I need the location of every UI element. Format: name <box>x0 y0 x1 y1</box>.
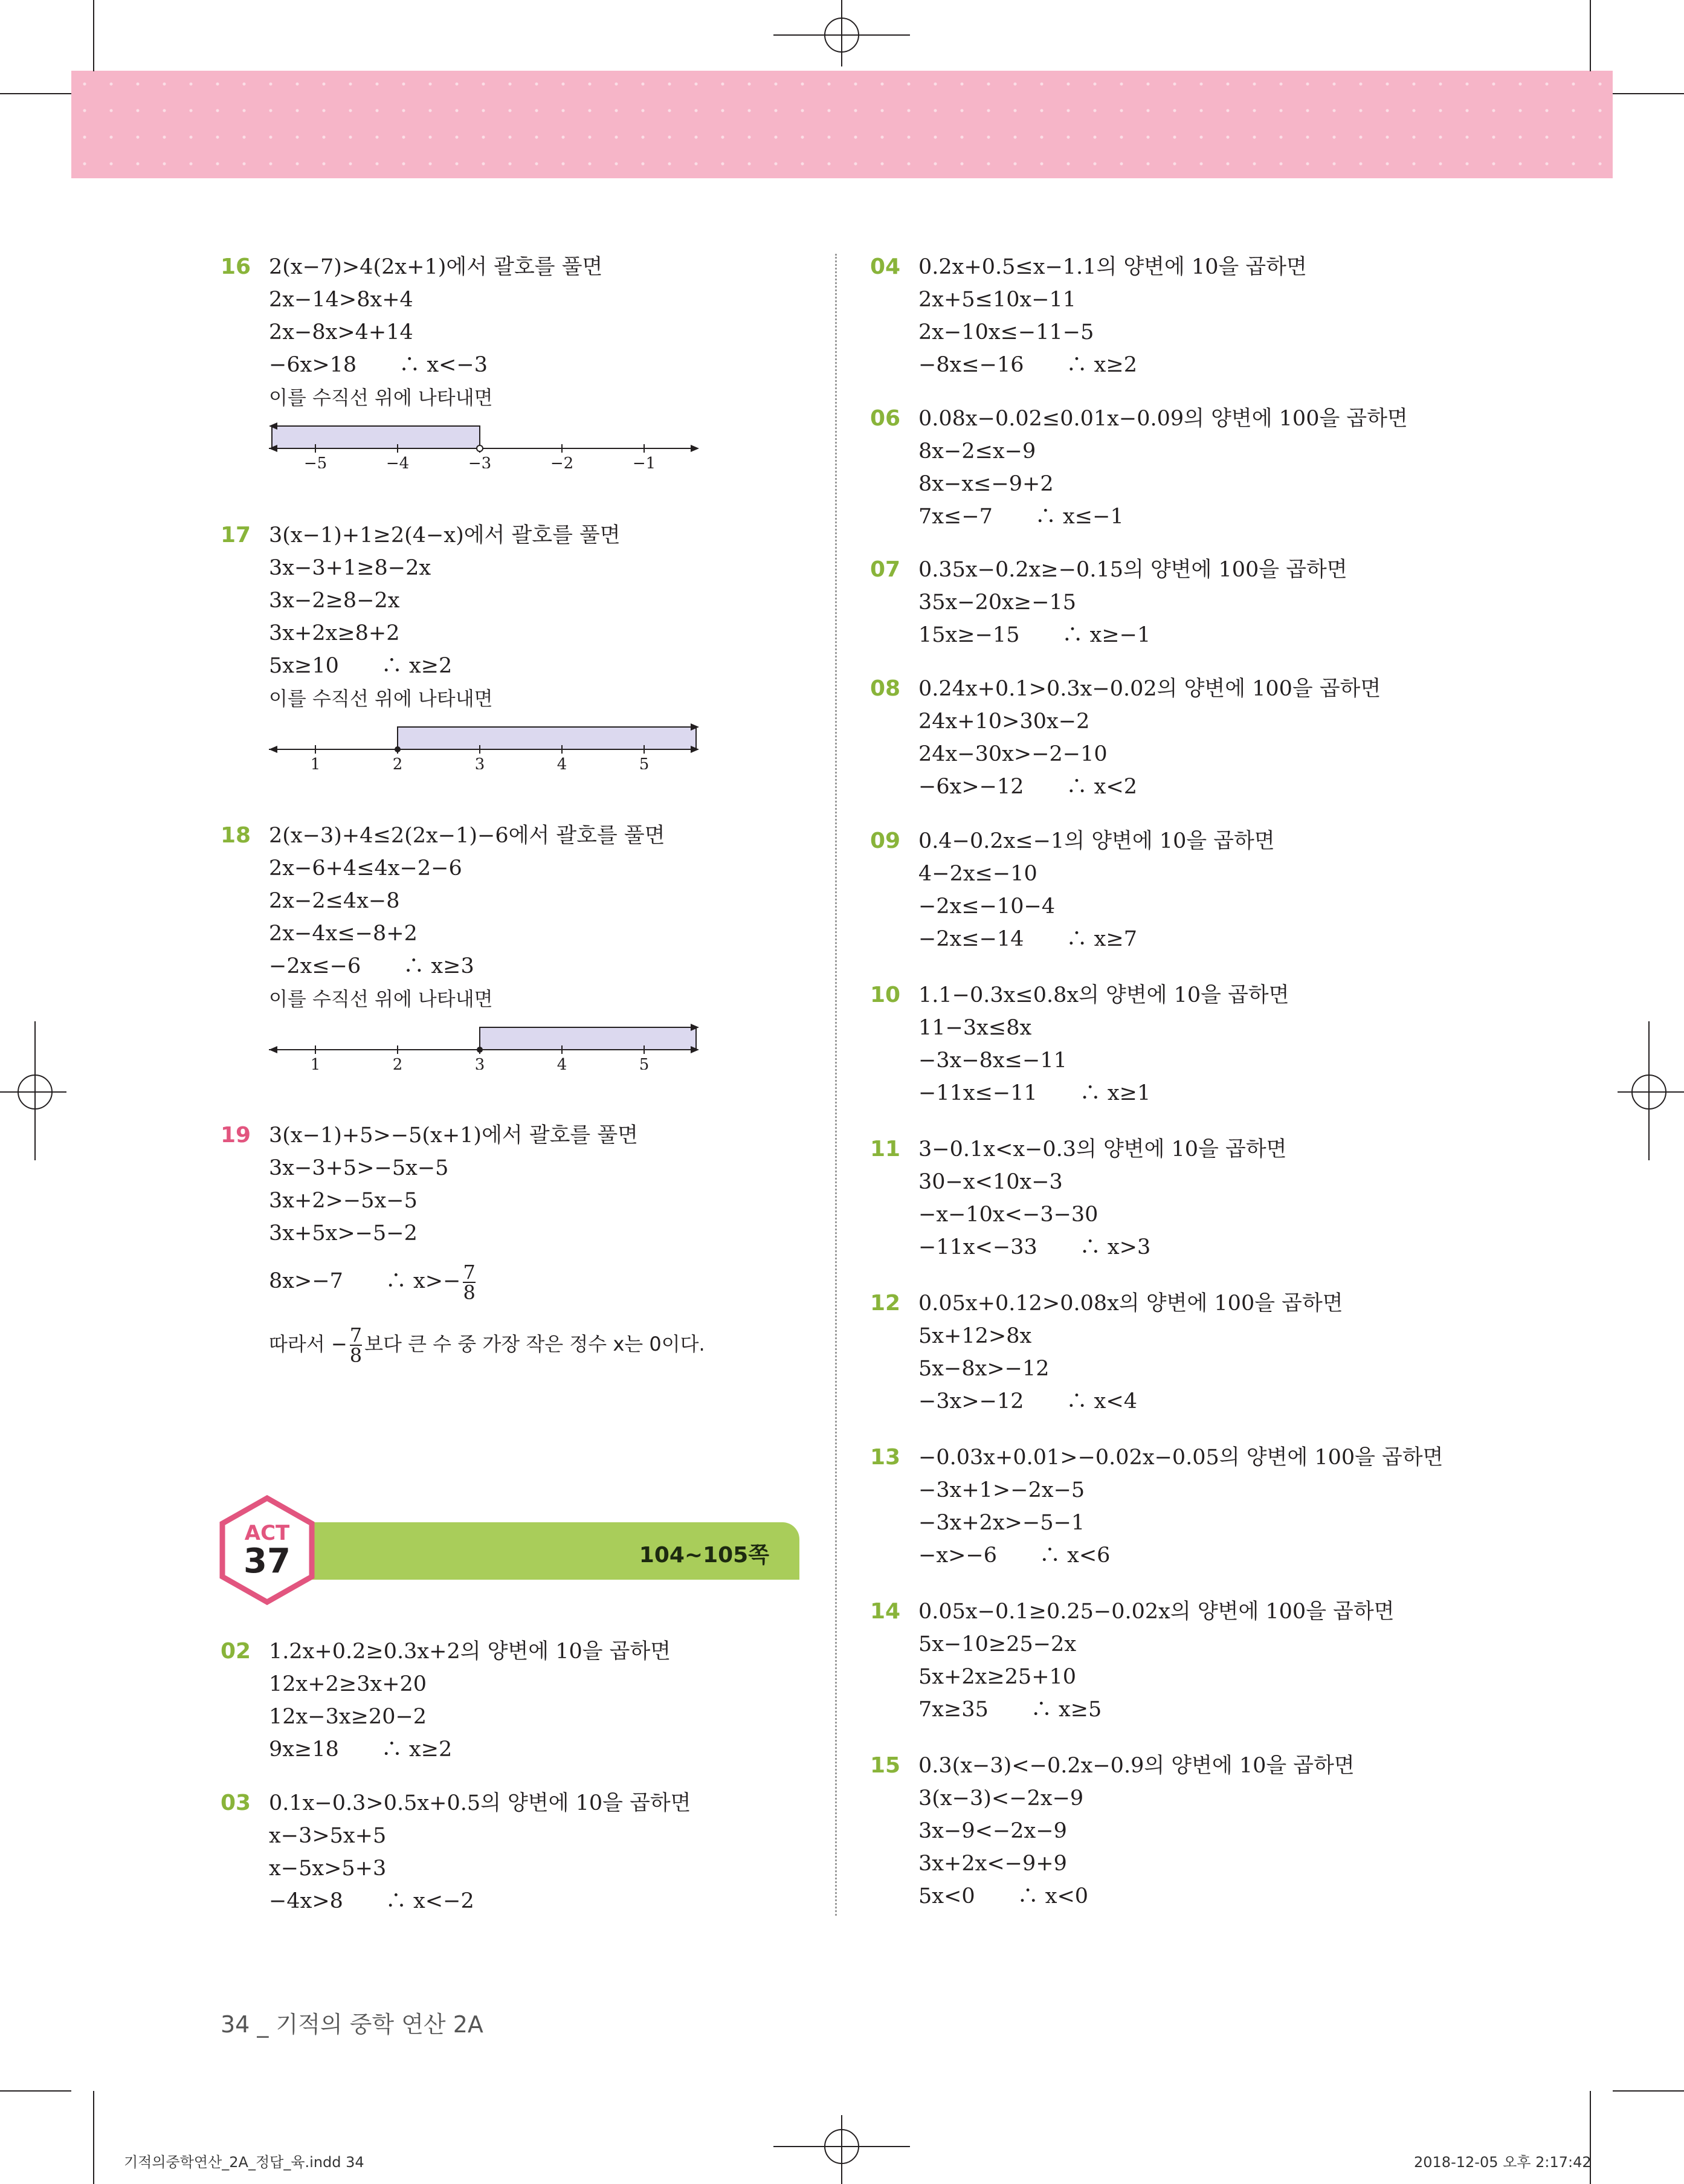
solution-line: 이를 수직선 위에 나타내면 <box>269 987 493 1010</box>
solution-line: −0.03x+0.01>−0.02x−0.05의 양변에 100을 곱하면 <box>918 1446 1444 1470</box>
solution-line: 3x−3+1≥8−2x <box>269 556 431 580</box>
fraction-prefix: 8x>−7 ∴ x>− <box>269 1269 461 1293</box>
solution-line: 2(x−7)>4(2x+1)에서 괄호를 풀면 <box>269 255 603 279</box>
tick-label: 2 <box>392 755 403 769</box>
solution-line: 3(x−1)+5>−5(x+1)에서 괄호를 풀면 <box>269 1123 638 1148</box>
solution-line: 3x+5x>−5−2 <box>269 1221 418 1245</box>
problem-number: 04 <box>870 254 901 279</box>
solution-line: 0.3(x−3)<−0.2x−0.9의 양변에 10을 곱하면 <box>918 1754 1355 1778</box>
solution-line: 3x−2≥8−2x <box>269 589 400 613</box>
column-divider <box>835 254 837 1916</box>
solution-line: 24x−30x>−2−10 <box>918 742 1108 766</box>
tick-label: 4 <box>556 755 567 769</box>
solution-line: 5x+12>8x <box>918 1324 1032 1348</box>
act-number: 37 <box>244 1542 291 1581</box>
solution-line: 2x−6+4≤4x−2−6 <box>269 856 462 880</box>
solution-line: −2x≤−6 ∴ x≥3 <box>269 954 474 978</box>
tick-label: 3 <box>474 755 485 769</box>
solution-line: 4−2x≤−10 <box>918 862 1037 886</box>
tick-label: 1 <box>310 1056 321 1070</box>
print-date: 2018-12-05 오후 2:17:42 <box>1414 2154 1592 2171</box>
problem-number: 10 <box>870 983 901 1007</box>
solution-line: x−3>5x+5 <box>269 1824 387 1848</box>
solution-line: −11x<−33 ∴ x>3 <box>918 1235 1151 1259</box>
solution-line: 9x≥18 ∴ x≥2 <box>269 1737 453 1762</box>
solution-line: 5x−8x>−12 <box>918 1357 1050 1381</box>
solution-line: 24x+10>30x−2 <box>918 709 1090 734</box>
problem-number: 08 <box>870 676 901 701</box>
problem-number: 16 <box>221 254 251 279</box>
solution-line: 35x−20x≥−15 <box>918 590 1077 615</box>
solution-line: 5x≥10 ∴ x≥2 <box>269 654 453 678</box>
solution-line: 8x−2≤x−9 <box>918 439 1036 464</box>
solution-line: 30−x<10x−3 <box>918 1170 1063 1194</box>
solution-line: 12x−3x≥20−2 <box>269 1705 427 1729</box>
solution-line: 3x+2>−5x−5 <box>269 1189 418 1213</box>
solution-line: 5x+2x≥25+10 <box>918 1665 1077 1689</box>
solution-line: 0.35x−0.2x≥−0.15의 양변에 100을 곱하면 <box>918 558 1347 582</box>
solution-line: −6x>−12 ∴ x<2 <box>918 775 1137 799</box>
tick-label: −1 <box>632 454 656 468</box>
conclusion-prefix: 따라서 − <box>269 1333 347 1355</box>
solution-line: −3x−8x≤−11 <box>918 1048 1067 1073</box>
solution-line: 3−0.1x<x−0.3의 양변에 10을 곱하면 <box>918 1137 1287 1161</box>
solution-line: 3x+2x<−9+9 <box>918 1852 1067 1876</box>
problem-number: 15 <box>870 1753 901 1778</box>
page-footer: 34 _ 기적의 중학 연산 2A <box>221 2011 483 2038</box>
solution-line: 1.2x+0.2≥0.3x+2의 양변에 10을 곱하면 <box>269 1640 671 1664</box>
tick-label: 3 <box>474 1056 485 1070</box>
problem-number: 11 <box>870 1137 901 1161</box>
fraction <box>463 1262 475 1302</box>
solution-line: 2x+5≤10x−11 <box>918 288 1077 312</box>
solution-line: −x−10x<−3−30 <box>918 1203 1098 1227</box>
solution-line: 0.05x−0.1≥0.25−0.02x의 양변에 100을 곱하면 <box>918 1600 1395 1624</box>
solution-line: −x>−6 ∴ x<6 <box>918 1543 1111 1568</box>
problem-number: 18 <box>221 823 251 848</box>
solution-line <box>269 1257 478 1305</box>
problem-number: 09 <box>870 829 901 853</box>
problem-number: 02 <box>221 1639 251 1664</box>
numerator: 7 <box>349 1323 363 1346</box>
solution-line: 7x≥35 ∴ x≥5 <box>918 1698 1102 1722</box>
solution-line: x−5x>5+3 <box>269 1856 387 1881</box>
number-line-17 <box>269 721 704 769</box>
problem-number: 19 <box>221 1123 251 1148</box>
solution-line: 3(x−3)<−2x−9 <box>918 1786 1084 1811</box>
tick-label: 5 <box>639 1056 650 1070</box>
solution-line: −3x+1>−2x−5 <box>918 1478 1085 1502</box>
tick-label: −4 <box>386 454 410 468</box>
tick-label: −2 <box>550 454 574 468</box>
act-page-range: 104~105쪽 <box>639 1543 769 1568</box>
solution-line: 이를 수직선 위에 나타내면 <box>269 386 493 409</box>
number-line-16 <box>269 420 704 468</box>
solution-line: 0.08x−0.02≤0.01x−0.09의 양변에 100을 곱하면 <box>918 407 1408 431</box>
solution-line: −4x>8 ∴ x<−2 <box>269 1889 474 1913</box>
solution-line: −3x+2x>−5−1 <box>918 1511 1085 1535</box>
problem-number: 17 <box>221 523 251 548</box>
solution-line: 12x+2≥3x+20 <box>269 1672 427 1696</box>
solution-line: 8x−x≤−9+2 <box>918 472 1054 496</box>
solution-line: 5x<0 ∴ x<0 <box>918 1884 1089 1908</box>
solution-line: 2x−2≤4x−8 <box>269 889 400 913</box>
open-point <box>477 445 483 451</box>
solution-line: 2x−10x≤−11−5 <box>918 320 1094 344</box>
tick-label: 5 <box>639 755 650 769</box>
tick-label: 1 <box>310 755 321 769</box>
solution-line: −11x≤−11 ∴ x≥1 <box>918 1081 1151 1105</box>
tick-label: −5 <box>303 454 327 468</box>
solution-line: 2x−4x≤−8+2 <box>269 922 418 946</box>
problem-number: 13 <box>870 1445 901 1470</box>
problem-number: 03 <box>221 1791 251 1815</box>
solution-line: 0.4−0.2x≤−1의 양변에 10을 곱하면 <box>918 829 1275 853</box>
file-slug: 기적의중학연산_2A_정답_육.indd 34 <box>124 2154 364 2171</box>
solution-line: 이를 수직선 위에 나타내면 <box>269 687 493 710</box>
closed-point <box>395 746 401 752</box>
solution-line: −8x≤−16 ∴ x≥2 <box>918 353 1137 377</box>
problem-number: 07 <box>870 557 901 582</box>
solution-line: 0.05x+0.12>0.08x의 양변에 100을 곱하면 <box>918 1291 1343 1316</box>
act-label: ACT <box>244 1521 290 1545</box>
solution-line: 5x−10≥25−2x <box>918 1632 1077 1656</box>
conclusion-suffix: 보다 큰 수 중 가장 작은 정수 x는 0이다. <box>364 1333 705 1355</box>
fraction <box>350 1325 362 1365</box>
solution-line: 3x−9<−2x−9 <box>918 1819 1067 1843</box>
denominator: 8 <box>349 1344 363 1367</box>
solution-line: 3x+2x≥8+2 <box>269 621 400 645</box>
tick-label: 4 <box>556 1056 567 1070</box>
solution-line: 15x≥−15 ∴ x≥−1 <box>918 623 1151 647</box>
closed-point <box>477 1047 483 1053</box>
act-header-bar <box>254 1522 799 1580</box>
solution-line: −2x≤−14 ∴ x≥7 <box>918 927 1137 951</box>
denominator: 8 <box>463 1281 476 1304</box>
solution-line: 2x−8x>4+14 <box>269 320 413 344</box>
conclusion-line <box>269 1320 705 1368</box>
solution-line: 2(x−3)+4≤2(2x−1)−6에서 괄호를 풀면 <box>269 824 665 848</box>
problem-number: 14 <box>870 1599 901 1624</box>
act-badge <box>219 1494 315 1606</box>
problem-number: 06 <box>870 406 901 431</box>
solution-line: 0.2x+0.5≤x−1.1의 양변에 10을 곱하면 <box>918 255 1307 279</box>
solution-line: 0.24x+0.1>0.3x−0.02의 양변에 100을 곱하면 <box>918 677 1381 701</box>
solution-line: −3x>−12 ∴ x<4 <box>918 1389 1137 1413</box>
tick-label: −3 <box>468 454 492 468</box>
numerator: 7 <box>463 1260 476 1284</box>
solution-line: 7x≤−7 ∴ x≤−1 <box>918 505 1124 529</box>
solution-line: 2x−14>8x+4 <box>269 288 413 312</box>
solution-line: 11−3x≤8x <box>918 1016 1032 1040</box>
solution-line: 1.1−0.3x≤0.8x의 양변에 10을 곱하면 <box>918 983 1289 1007</box>
solution-line: 3x−3+5>−5x−5 <box>269 1156 449 1180</box>
solution-line: −2x≤−10−4 <box>918 894 1056 919</box>
problem-number: 12 <box>870 1291 901 1316</box>
solution-line: 0.1x−0.3>0.5x+0.5의 양변에 10을 곱하면 <box>269 1791 691 1815</box>
solution-line: 3(x−1)+1≥2(4−x)에서 괄호를 풀면 <box>269 523 621 548</box>
solution-line: −6x>18 ∴ x<−3 <box>269 353 488 377</box>
tick-label: 2 <box>392 1056 403 1070</box>
number-line-18 <box>269 1021 704 1070</box>
